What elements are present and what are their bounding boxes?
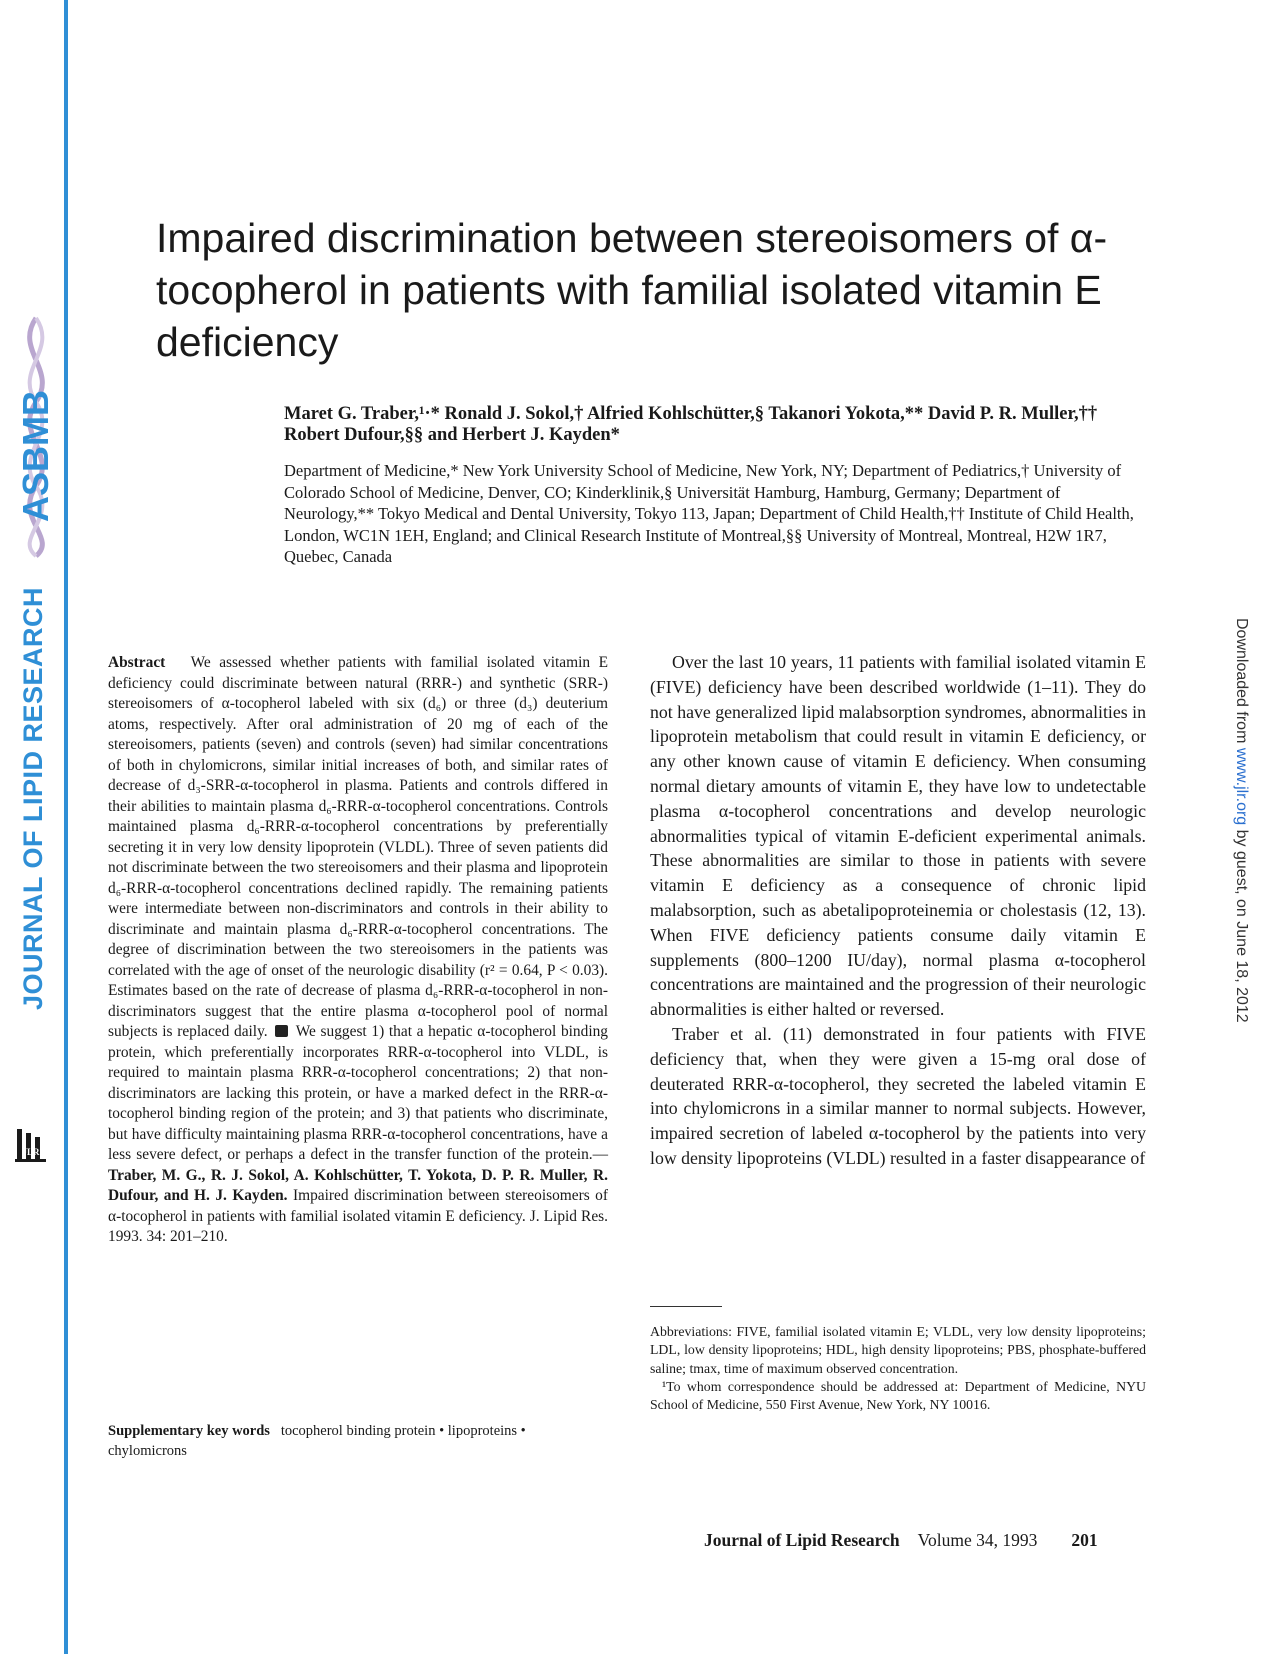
- footnote-correspondence: ¹To whom correspondence should be addressed at: Department of Medicine, NYU School of Medicine, 550 First Avenue, New York, NY 10016.: [650, 1378, 1146, 1413]
- key-words-heading: Supplementary key words: [108, 1423, 270, 1439]
- abstract-text-part2: We suggest 1) that a hepatic α-tocopherol binding protein, which preferentially incorporates RRR-α-tocopherol into VLDL, is required to maintain plasma RRR-α-tocopherol concentrations; 2) that non-discriminators are lacking this protein, or have a marked defect in the RRR-α-tocopherol binding region of the protein; and 3) that patients who discriminate, but have difficulty maintaining plasma RRR-α-tocopherol concentrations, have a less severe defect, or perhaps a defect in the transfer function of the protein.—: [108, 1023, 608, 1163]
- abstract: [108, 653, 608, 1248]
- download-note: [1232, 618, 1250, 1023]
- footer-volume: Volume 34, 1993: [917, 1530, 1038, 1550]
- body-paragraph-2: Traber et al. (11) demonstrated in four patients with FIVE deficiency that, when they were given a 15-mg oral dose of deuterated RRR-α-tocopherol, they secreted the labeled vitamin E into chylomicrons in a similar manner to normal subjects. However, impaired secretion of labeled α-tocopherol by the patients into very low density lipoproteins (VLDL) resulted in a faster disappearance of: [650, 1023, 1146, 1168]
- abstract-citation-authors: Traber, M. G., R. J. Sokol, A. Kohlschütter, T. Yokota, D. P. R. Muller, R. Dufour, and H. J. Kayden.: [108, 1166, 608, 1204]
- footnotes: [650, 1323, 1146, 1414]
- footnote-abbreviations: Abbreviations: FIVE, familial isolated vitamin E; VLDL, very low density lipoproteins; LDL, low density lipoproteins; HDL, high density lipoproteins; PBS, phosphate-buffered saline; tmax, time of maximum observed concentration.: [650, 1324, 1146, 1376]
- asbmb-logo: [6, 310, 60, 560]
- download-note-prefix: Downloaded from: [1233, 618, 1250, 748]
- footnote-divider: [650, 1306, 722, 1307]
- download-note-suffix: by guest, on June 18, 2012: [1233, 825, 1250, 1023]
- journal-side-title: JOURNAL OF LIPID RESEARCH: [18, 586, 48, 1010]
- abstract-citation: Impaired discrimination between stereoisomers of α-tocopherol in patients with familial isolated vitamin E deficiency. J. Lipid Res. 1993. 34: 201–210.: [108, 1187, 608, 1245]
- key-words-text: tocopherol binding protein • lipoproteins • chylomicrons: [108, 1423, 526, 1459]
- body-column: [650, 650, 1146, 1171]
- abstract-heading: Abstract: [108, 654, 166, 671]
- body-paragraph-1: Over the last 10 years, 11 patients with familial isolated vitamin E (FIVE) deficiency have been described worldwide (1–11). They do not have generalized lipid malabsorption syndromes, abnormalities in lipoprotein metabolism that could result in vitamin E deficiency, or any other known cause of vitamin E deficiency. When consuming normal dietary amounts of vitamin E, they have low to undetectable plasma α-tocopherol concentrations and develop neurologic abnormalities typical of vitamin E-deficient experimental animals. These abnormalities are similar to those in patients with severe vitamin E deficiency as a consequence of chronic lipid malabsorption, such as abetalipoproteinemia or cholestasis (12, 13). When FIVE deficiency patients consume daily vitamin E supplements (800–1200 IU/day), normal plasma α-tocopherol concentrations are maintained and the progression of their neurologic abnormalities is either halted or reversed.: [650, 652, 1146, 1020]
- jlr-website-link[interactable]: www.jlr.org: [1233, 747, 1250, 826]
- jlr-mark-icon: [275, 1025, 288, 1037]
- footer-journal-name: Journal of Lipid Research: [704, 1530, 900, 1550]
- abstract-text-part1: We assessed whether patients with familial isolated vitamin E deficiency could discriminate between natural (RRR-) and synthetic (SRR-) stereoisomers of α-tocopherol labeled with six (d₆) or three (d₃) deuterium atoms, respectively. After oral administration of 20 mg of each of the stereoisomers, patients (seven) and controls (seven) had similar concentrations of both in chylomicrons, similar initial increases of both, and similar rates of decrease of d₃-SRR-α-tocopherol in plasma. Patients and controls differed in their abilities to maintain plasma d₆-RRR-α-tocopherol concentrations. Controls maintained plasma d₆-RRR-α-tocopherol concentrations by preferentially secreting it in very low density lipoprotein (VLDL). Three of seven patients did not discriminate between the two stereoisomers and their plasma and lipoprotein d₆-RRR-α-tocopherol concentrations declined rapidly. The remaining patients were intermediate between non-discriminators and controls in their ability to discriminate and maintain plasma d₆-RRR-α-tocopherol concentrations. The degree of discrimination between the two stereoisomers in the patients was correlated with the age of onset of the neurologic disability (r² = 0.64, P < 0.03). Estimates based on the rate of decrease of plasma d₆-RRR-α-tocopherol in non-discriminators suggest that the entire plasma α-tocopherol pool of normal subjects is replaced daily.: [108, 654, 608, 1040]
- sidebar-accent-line: [64, 0, 68, 1654]
- author-list: Maret G. Traber,¹·* Ronald J. Sokol,† Alfried Kohlschütter,§ Takanori Yokota,** David P. R. Muller,†† Robert Dufour,§§ and Herbert J. Kayden*: [284, 404, 1098, 445]
- key-words: [108, 1421, 608, 1461]
- footer-page-number: 201: [1071, 1530, 1098, 1550]
- jlr-logo-text: JLR: [22, 1147, 40, 1157]
- jlr-logo: [14, 1127, 48, 1163]
- article-title: Impaired discrimination between stereoisomers of α-tocopherol in patients with familial isolated vitamin E deficiency: [156, 215, 1108, 365]
- page-footer: [704, 1530, 1098, 1551]
- author-affiliations: Department of Medicine,* New York University School of Medicine, New York, NY; Department of Pediatrics,† University of Colorado School of Medicine, Denver, CO; Kinderklinik,§ Universität Hamburg, Hamburg, Germany; Department of Neurology,** Tokyo Medical and Dental University, Tokyo 113, Japan; Department of Child Health,†† Institute of Child Health, London, WC1N 1EH, England; and Clinical Research Institute of Montreal,§§ University of Montreal, Montreal, H2W 1R7, Quebec, Canada: [284, 461, 1134, 566]
- asbmb-logo-text: ASBMB: [15, 390, 56, 522]
